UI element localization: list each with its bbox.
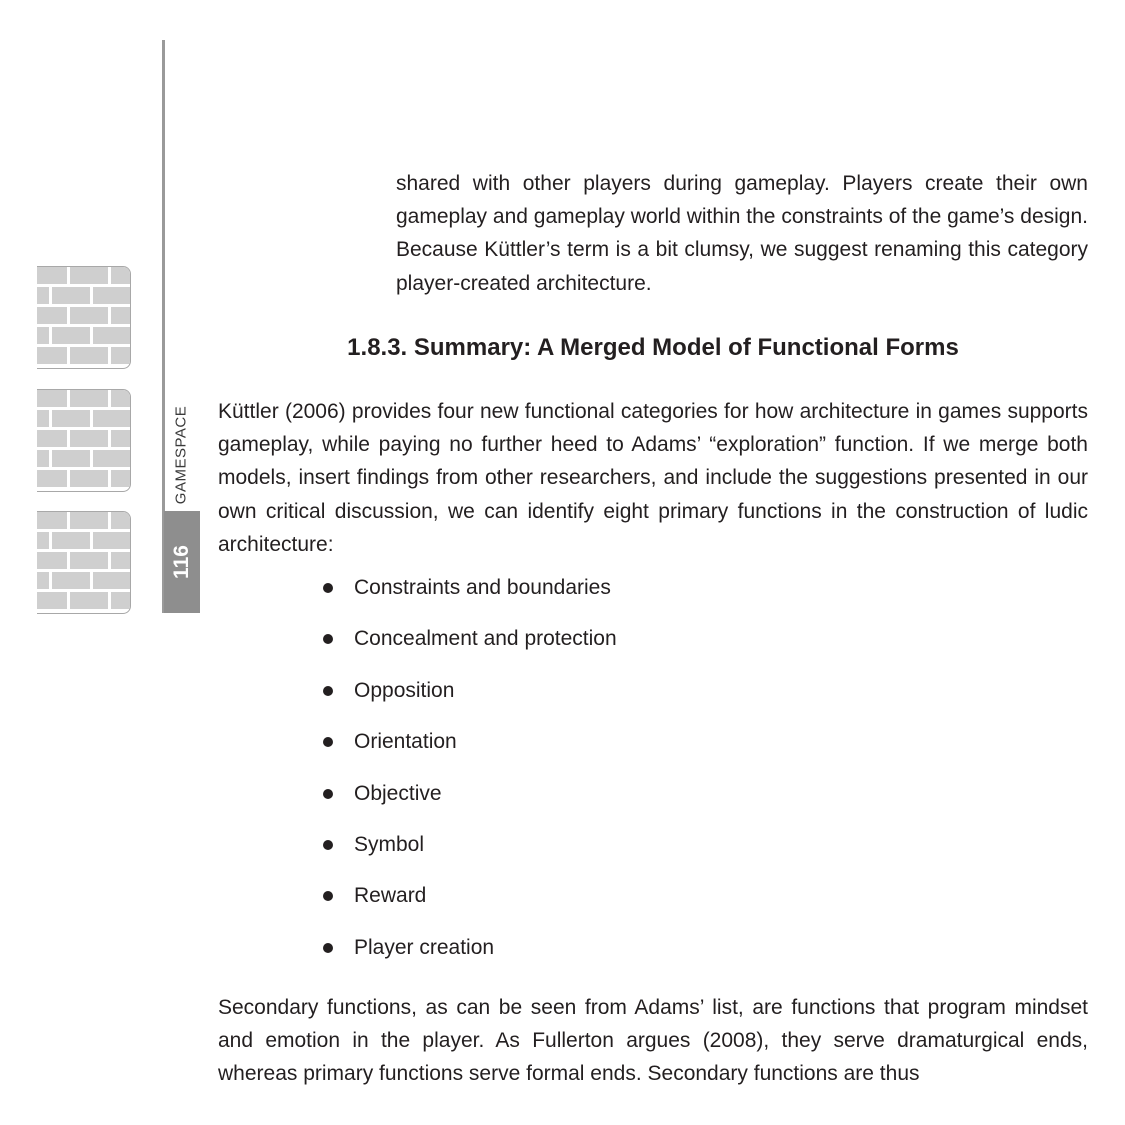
list-item-text: Objective bbox=[354, 781, 442, 805]
brick-wall-icon bbox=[37, 389, 131, 492]
list-item bbox=[322, 571, 617, 622]
list-item bbox=[322, 931, 617, 982]
bullet-icon bbox=[323, 840, 333, 850]
list-item bbox=[322, 777, 617, 828]
bullet-icon bbox=[323, 943, 333, 953]
section-heading: 1.8.3. Summary: A Merged Model of Functional Forms bbox=[347, 334, 959, 361]
list-item-text: Symbol bbox=[354, 832, 425, 856]
bullet-icon bbox=[323, 789, 333, 799]
primary-functions-list bbox=[322, 571, 617, 982]
list-item bbox=[322, 828, 617, 879]
bullet-icon bbox=[323, 583, 333, 593]
closing-paragraph: Secondary functions, as can be seen from Adams’ list, are functions that program mindset and emotion in the player. As Fullerton argues (2008), they serve dramaturgical ends, whereas primary functions serve formal ends. Secondary functions are thus bbox=[218, 996, 1088, 1086]
list-item-text: Concealment and protection bbox=[354, 627, 617, 651]
running-title bbox=[164, 400, 198, 510]
list-item-text: Orientation bbox=[354, 730, 457, 754]
page-number-box bbox=[164, 511, 200, 613]
list-item bbox=[322, 879, 617, 930]
running-title-text: GAMESPACE bbox=[172, 405, 190, 505]
bullet-icon bbox=[323, 634, 333, 644]
brick-wall-icon bbox=[37, 511, 131, 614]
list-item-text: Reward bbox=[354, 884, 427, 908]
list-item-text: Opposition bbox=[354, 678, 455, 702]
page-number: 116 bbox=[170, 545, 193, 579]
list-item-text: Player creation bbox=[354, 935, 495, 959]
bullet-icon bbox=[323, 737, 333, 747]
bullet-icon bbox=[323, 891, 333, 901]
list-item bbox=[322, 674, 617, 725]
intro-paragraph: Küttler (2006) provides four new functional categories for how architecture in games supports gameplay, while paying no further heed to Adams’ “exploration” function. If we merge both models, insert findings from other researchers, and include the suggestions presented in our own critical discussion, we can identify eight primary functions in the construction of ludic architecture: bbox=[218, 400, 1088, 556]
bullet-icon bbox=[323, 686, 333, 696]
list-item bbox=[322, 725, 617, 776]
list-item bbox=[322, 622, 617, 673]
brick-wall-icon bbox=[37, 266, 131, 369]
list-item-text: Constraints and boundaries bbox=[354, 576, 611, 599]
continued-paragraph: shared with other players during gameplay. Players create their own gameplay and gameplay world within the constraints of the game’s design. Because Küttler’s term is a bit clumsy, we suggest renaming this category player-created architecture. bbox=[396, 172, 1088, 295]
